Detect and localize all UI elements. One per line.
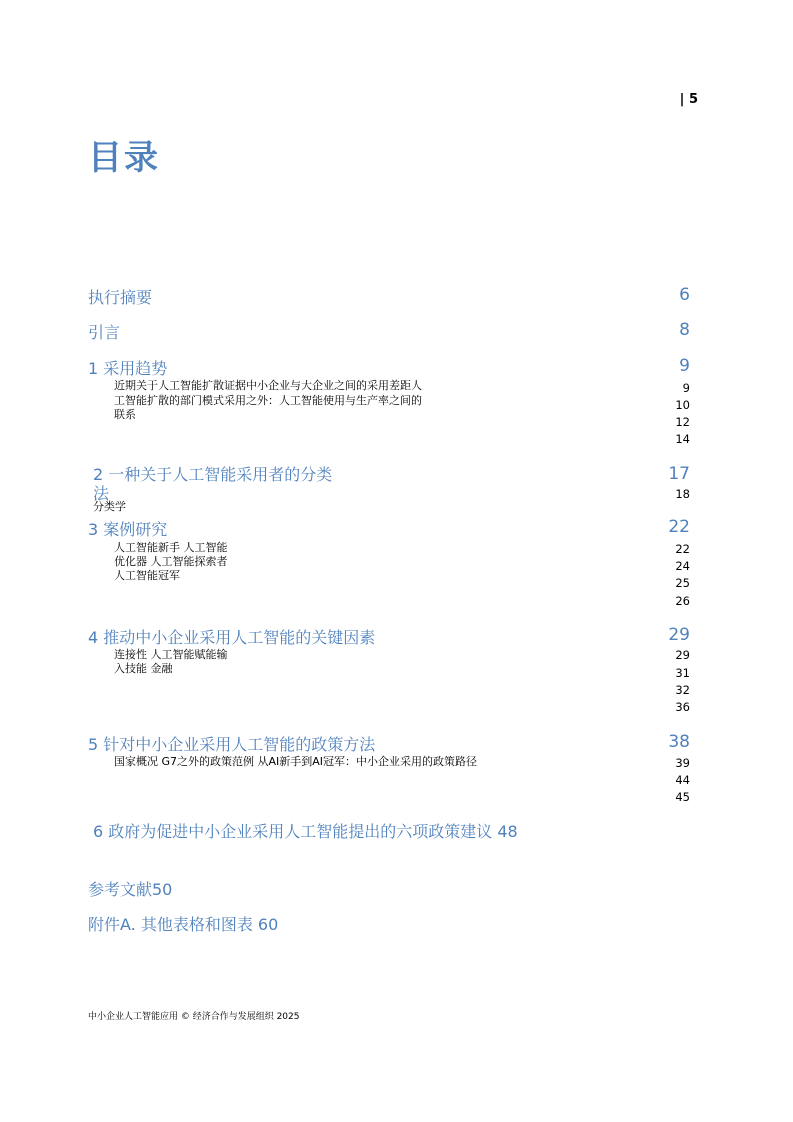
toc-ch1-sub-line[interactable]: 工智能扩散的部门模式采用之外：人工智能使用与生产率之间的 xyxy=(114,394,422,407)
toc-ch4-sub-page: 29 xyxy=(675,648,690,662)
toc-ch3-sub-page: 25 xyxy=(675,576,690,590)
toc-ch1-sub-page: 14 xyxy=(675,432,690,446)
toc-ch5[interactable]: 5 针对中小企业采用人工智能的政策方法 xyxy=(88,735,376,754)
toc-exec-summary[interactable]: 执行摘要 xyxy=(88,288,153,307)
toc-ch3[interactable]: 3 案例研究 xyxy=(88,520,168,539)
toc-ch5-sub-page: 39 xyxy=(675,756,690,770)
toc-ch3-sub-page: 26 xyxy=(675,594,690,608)
toc-ch2-line2[interactable]: 法 xyxy=(93,484,110,503)
toc-ch3-sub-line[interactable]: 优化器 人工智能探索者 xyxy=(114,555,228,568)
toc-exec-summary-page: 6 xyxy=(679,285,690,305)
toc-ch2-line1[interactable]: 2 一种关于人工智能采用者的分类 xyxy=(93,465,333,484)
toc-ch1-sub-page: 12 xyxy=(675,415,690,429)
toc-ch5-sub-page: 44 xyxy=(675,773,690,787)
toc-ch1-page: 9 xyxy=(679,356,690,376)
toc-ch3-sub-page: 22 xyxy=(675,542,690,556)
toc-intro[interactable]: 引言 xyxy=(88,323,121,342)
toc-ch4-sub-line[interactable]: 连接性 人工智能赋能输 xyxy=(114,648,228,661)
toc-ch1[interactable]: 1 采用趋势 xyxy=(88,359,168,378)
toc-ch5-page: 38 xyxy=(668,732,690,752)
toc-ch2-sub-line[interactable]: 分类学 xyxy=(93,500,126,513)
toc-references[interactable]: 参考文献50 xyxy=(88,880,173,899)
toc-ch3-sub-line[interactable]: 人工智能冠军 xyxy=(114,569,180,582)
toc-ch4-sub-page: 36 xyxy=(675,700,690,714)
toc-ch4-sub-page: 31 xyxy=(675,666,690,680)
toc-ch4[interactable]: 4 推动中小企业采用人工智能的关键因素 xyxy=(88,628,376,647)
toc-intro-page: 8 xyxy=(679,320,690,340)
toc-ch4-sub-line[interactable]: 入技能 金融 xyxy=(114,662,173,675)
toc-ch5-sub-line[interactable]: 国家概况 G7之外的政策范例 从AI新手到AI冠军：中小企业采用的政策路径 xyxy=(114,755,478,768)
toc-ch3-sub-page: 24 xyxy=(675,559,690,573)
toc-ch1-sub-page: 9 xyxy=(682,381,690,395)
page-title: 目录 xyxy=(88,138,160,178)
toc-ch3-sub-line[interactable]: 人工智能新手 人工智能 xyxy=(114,541,228,554)
toc-annex[interactable]: 附件A. 其他表格和图表 60 xyxy=(88,915,279,934)
toc-ch4-sub-page: 32 xyxy=(675,683,690,697)
toc-ch2-page: 17 xyxy=(668,464,690,484)
toc-ch2-sub-page: 18 xyxy=(675,487,690,501)
page-number: | 5 xyxy=(679,92,698,107)
page-footer: 中小企业人工智能应用 © 经济合作与发展组织 2025 xyxy=(88,1012,300,1022)
toc-ch1-sub-line[interactable]: 近期关于人工智能扩散证据中小企业与大企业之间的采用差距人 xyxy=(114,379,422,392)
toc-ch1-sub-page: 10 xyxy=(675,398,690,412)
toc-ch3-page: 22 xyxy=(668,517,690,537)
toc-ch1-sub-line[interactable]: 联系 xyxy=(114,408,136,421)
toc-ch6[interactable]: 6 政府为促进中小企业采用人工智能提出的六项政策建议 48 xyxy=(93,822,518,841)
toc-ch5-sub-page: 45 xyxy=(675,790,690,804)
toc-ch4-page: 29 xyxy=(668,625,690,645)
